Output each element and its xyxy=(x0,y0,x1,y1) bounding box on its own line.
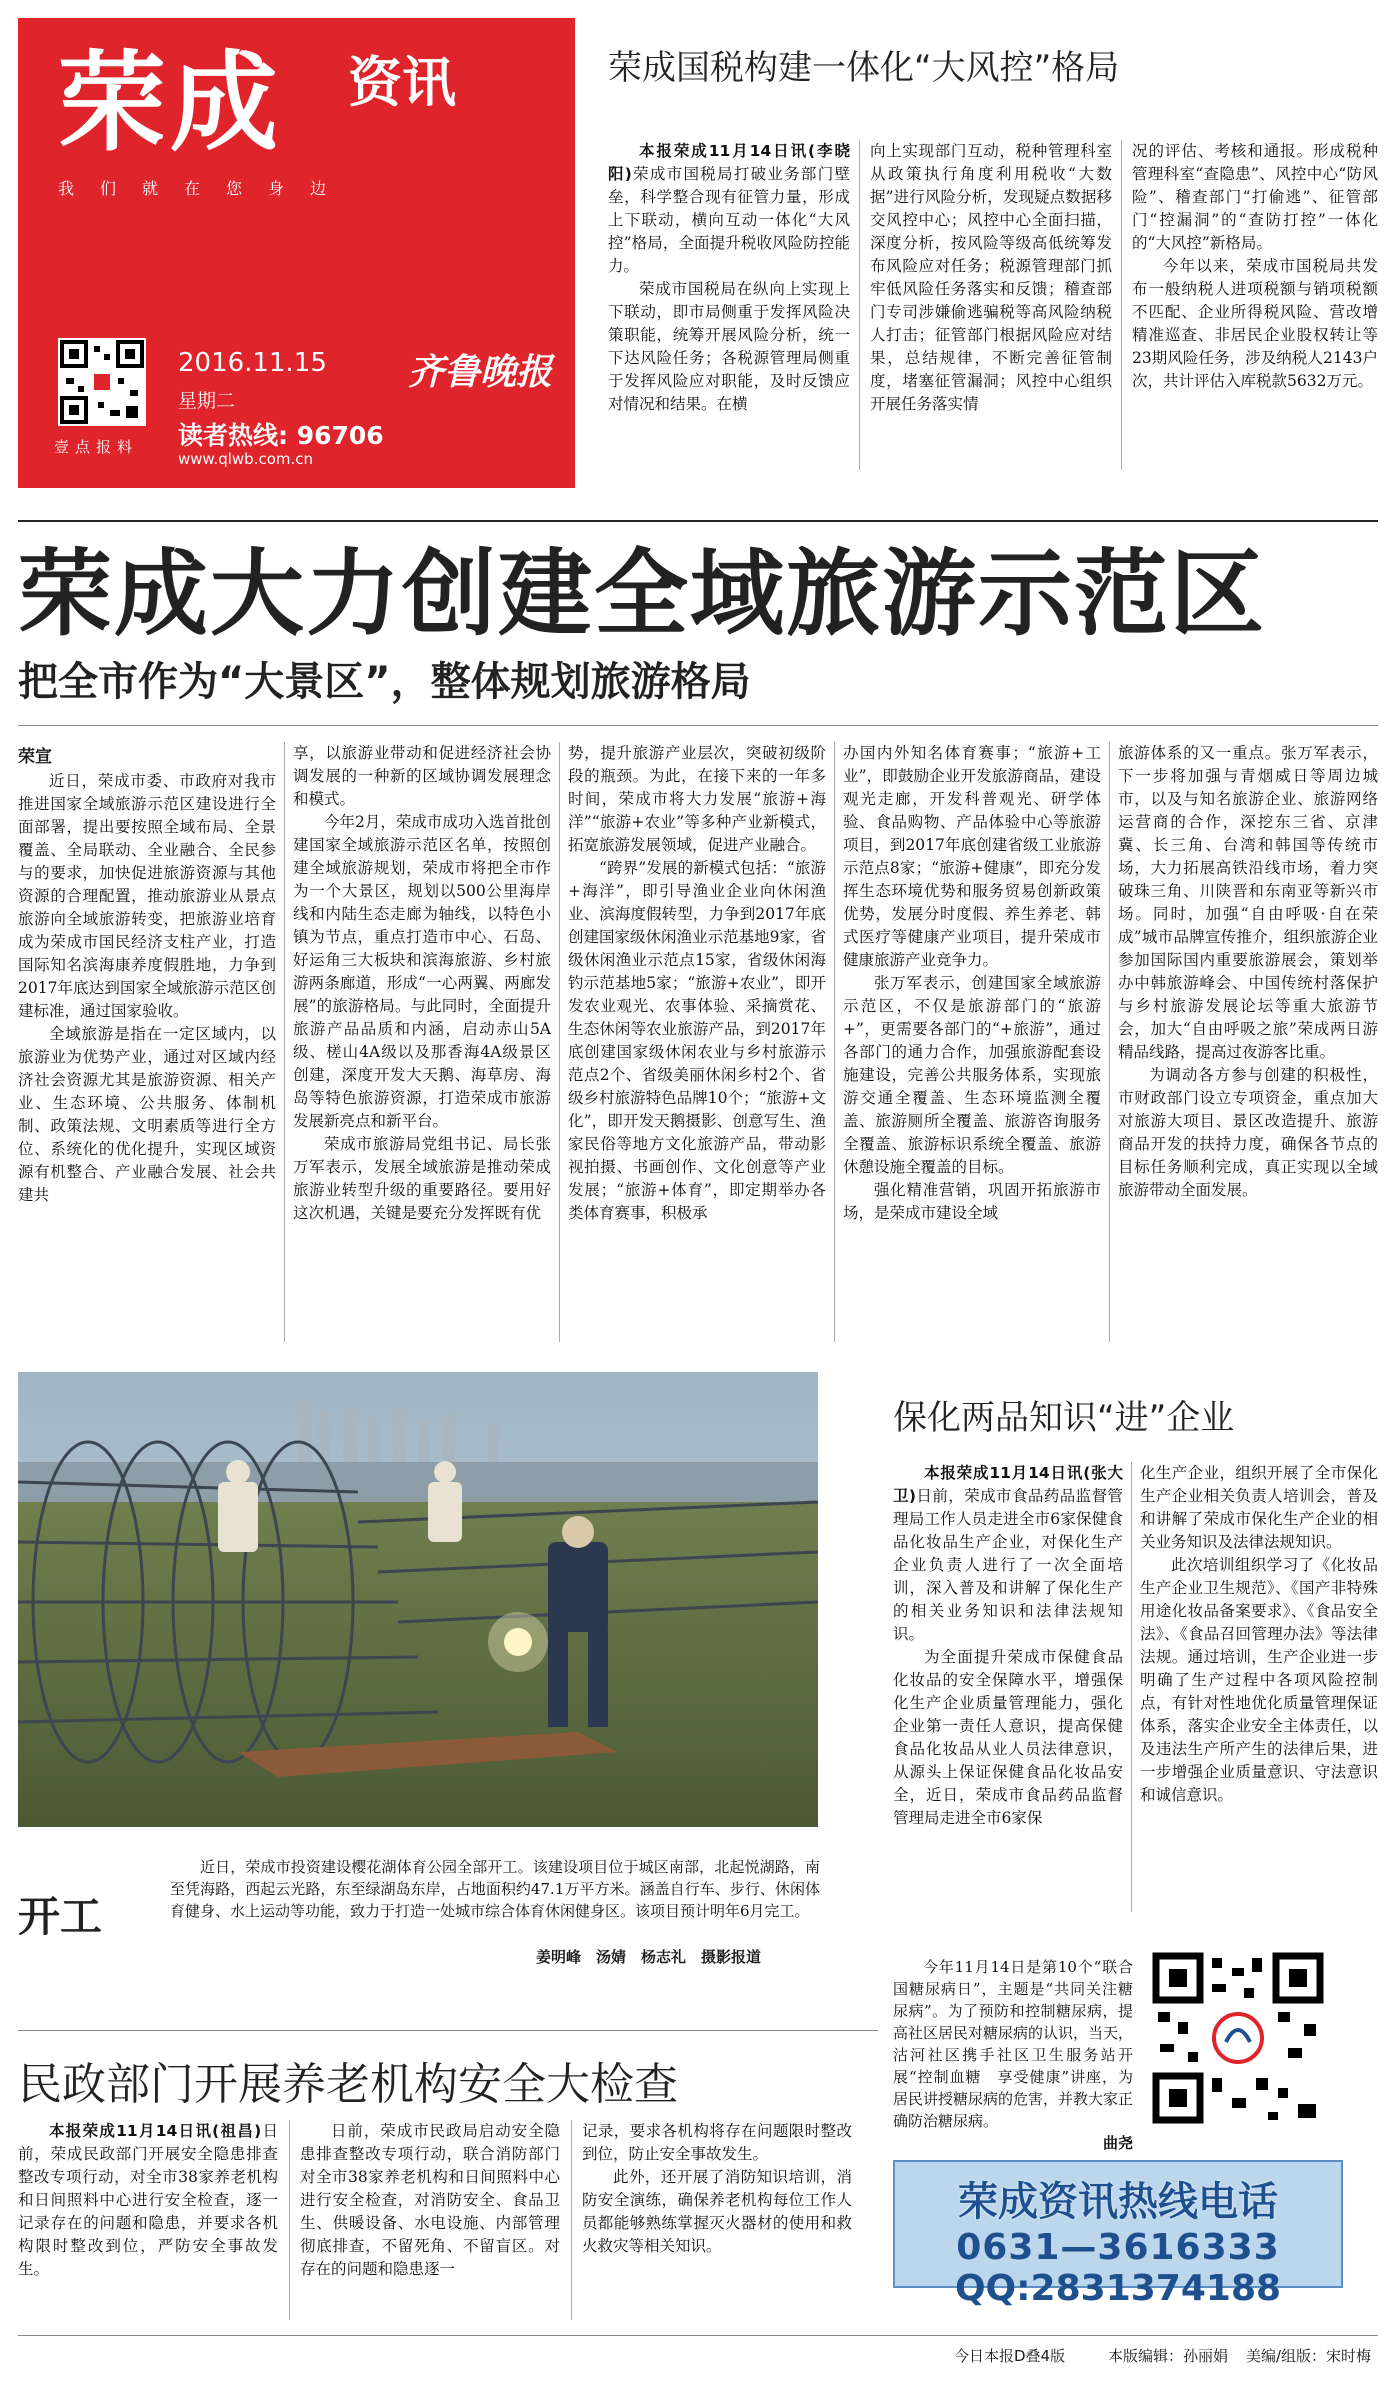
construction-photo xyxy=(18,1372,818,1827)
website-url: www.qlwb.com.cn xyxy=(178,450,313,468)
issue-weekday: 星期二 xyxy=(178,390,236,412)
elder-article-lead: 本报荣成11月14日讯(祖昌) xyxy=(49,2122,262,2140)
tax-article-col-2: 向上实现部门互动，税种管理科室从政策执行角度利用税收“大数据”进行风险分析，发现疑点数据移交风控中心；风控中心全面扫描，深度分析，按风险等级高低统筹发布风险应对任务；税源管理部门抓牢低风险任务落实和反馈；稽查部门专司涉嫌偷逃骗税等高风险纳税人打击；征管部门根据风险应对结果，总结规律，不断完善征管制度，堵塞征管漏洞；风控中心组织开展任务落实情 xyxy=(870,142,1112,413)
diabetes-note: 今年11月14日是第10个“联合国糖尿病日”，主题是“共同关注糖尿病”。为了预防和控制糖尿病，提高社区居民对糖尿病的认识，当天，沽河社区携手社区卫生服务站开展“控制血糖 享受健康”讲座，为居民讲授糖尿病的危害，并教大家正确防治糖尿病。 曲尧 xyxy=(893,1958,1133,2152)
tourism-col-5: 旅游体系的又一重点。张万军表示，下一步将加强与青烟威日等周边城市，以及与知名旅游企业、旅游网络运营商的合作，深挖东三省、京津冀、长三角、台湾和韩国等传统市场，大力拓展高铁沿线市场，着力突破珠三角、川陕晋和东南亚等新兴市场。同时，加强“自由呼吸·自在荣成”城市品牌宣传推介，组织旅游企业参加国际国内重要旅游展会，策划举办中韩旅游峰会、中国传统村落保护与乡村旅游发展论坛等重大旅游节会，加大“自由呼吸之旅”荣成两日游精品线路，提高过夜游客比重。 为调动各方参与创建的积极性，市财政部门设立专项资金，重点加大对旅游大项目、景区改造提升、旅游商品开发的扶持力度，确保各节点的目标任务顺利完成，真正实现以全域旅游带动全面发展。 xyxy=(1118,744,1378,1199)
hotline-banner-qq: QQ:2831374188 xyxy=(954,2268,1282,2309)
tax-article-col-3: 况的评估、考核和通报。形成税种管理科室“查隐患”、风控中心“防风险”、稽查部门“打偷逃”、征管部门“控漏洞”的“查防打控”一体化的“大风控”新格局。 今年以来，荣成市国税局共发布一般纳税人进项税额与销项税额不匹配、企业所得税风险、营改增精准巡查、非居民企业股权转让等23期风险任务，涉及纳税人2143户次，共计评估入库税款5632万元。 xyxy=(1132,142,1378,390)
elder-article-title: 民政部门开展养老机构安全大检查 xyxy=(18,2059,678,2110)
tax-article-col-1: 本报荣成11月14日讯(李晓阳)荣成市国税局打破业务部门壁垒，科学整合现有征管力量，形成上下联动，横向互动一体化“大风控”格局，全面提升税收风险防控能力。 荣成市国税局在纵向上实现上下联动，即市局侧重于发挥风险决策职能，统筹开展风险分析，统一下达风险任务；各税源管理局侧重于发挥风险应对职能，及时反馈应对情况和结果。在横 xyxy=(608,142,850,413)
tax-article-title: 荣成国税构建一体化“大风控”格局 xyxy=(608,48,1120,88)
tourism-byline: 荣宣 xyxy=(18,747,52,767)
footer-edition: 今日本报D叠4版 xyxy=(954,2347,1066,2365)
footer-designer: 美编/组版：宋时梅 xyxy=(1246,2347,1372,2365)
masthead-logo: 荣成 xyxy=(58,41,283,166)
masthead-slogan: 我们就在您身边 xyxy=(58,179,353,198)
tourism-col-3: 势，提升旅游产业层次，突破初级阶段的瓶颈。为此，在接下来的一年多时间，荣成市将大力发展“旅游+海洋”“旅游+农业”等多种产业新模式，拓宽旅游发展领域，促进产业融合。 “跨界”发展的新模式包括：“旅游+海洋”，即引导渔业企业向休闲渔业、滨海度假转型，力争到2017年底创建国家级休闲渔业示范基地9家，省级休闲渔业示范点15家，省级休闲海钓示范基地5家；“旅游+农业”，即开发农业观光、农事体验、采摘赏花、生态休闲等农业旅游产品，到2017年底创建国家级休闲农业与乡村旅游示范点2个、省级美丽休闲乡村2个、省级乡村旅游特色品牌10个；“旅游+文化”，即开发天鹅摄影、创意写生、渔家民俗等地方文化旅游产品，带动影视拍摄、书画创作、文化创意等产业发展；“旅游+体育”，即定期举办各类体育赛事，积极承 xyxy=(568,744,826,1222)
qr-code-icon xyxy=(58,338,146,426)
hotline-banner-title: 荣成资讯热线电话 xyxy=(958,2179,1278,2225)
footer-editor: 本版编辑：孙丽娟 xyxy=(1108,2347,1229,2365)
diabetes-note-author: 曲尧 xyxy=(1102,2134,1133,2152)
elder-col-3: 记录，要求各机构将存在问题限时整改到位，防止安全事故发生。 此外，还开展了消防知识培训，消防安全演练，确保养老机构每位工作人员都能够熟练掌握灭火器材的使用和救火救灾等相关知识。 xyxy=(582,2122,852,2255)
hotline-banner xyxy=(893,2160,1343,2309)
photo-caption: 近日，荣成市投资建设樱花湖体育公园全部开工。该建设项目位于城区南部，北起悦湖路，南至凭海路，西起云光路，东至绿湖岛东岸，占地面积约47.1万平方米。涵盖自行车、步行、休闲体育健身、水上运动等功能，致力于打造一处城市综合体育休闲健身区。该项目预计明年6月完工。 xyxy=(170,1858,820,1920)
tax-article-lead: 本报荣成11月14日讯(李晓阳) xyxy=(608,142,850,183)
masthead-logo-sub: 资讯 xyxy=(348,51,456,114)
elder-col-2: 日前，荣成市民政局启动安全隐患排查整改专项行动，联合消防部门对全市38家养老机构和日间照料中心进行安全检查，对消防安全、食品卫生、供暖设备、水电设施、内部管理彻底排查，不留死角、不留盲区。对存在的问题和隐患逐一 xyxy=(300,2122,560,2278)
tourism-col-1: 近日，荣成市委、市政府对我市推进国家全域旅游示范区建设进行全面部署，提出要按照全域布局、全景覆盖、全局联动、全业融合、全民参与的要求，加快促进旅游资源与其他资源的合理配置，推动旅游业从景点旅游向全域旅游转变，把旅游业培育成为荣成市国民经济支柱产业，打造国际知名滨海康养度假胜地，力争到2017年底达到国家全域旅游示范区创建标准，通过国家验收。 全域旅游是指在一定区域内，以旅游业为优势产业，通过对区域内经济社会资源尤其是旅游资源、相关产业、生态环境、公共服务、体制机制、政策法规、文明素质等进行全方位、系统化的优化提升，实现区域资源有机整合、产业融合发展、社会共建共 xyxy=(18,772,276,1204)
health-col-1: 本报荣成11月14日讯(张大卫)日前，荣成市食品药品监督管理局工作人员走进全市6家保健食品化妆品生产企业，对保化生产企业负责人进行了一次全面培训，深入普及和讲解了保化生产的相关业务知识和法律法规知识。 为全面提升荣成市保健食品化妆品的安全保障水平，增强保化生产企业质量管理能力，强化企业第一责任人意识，提高保健食品化妆品从业人员法律意识，从源头上保证保健食品化妆品安全，近日，荣成市食品药品监督管理局走进全市6家保 xyxy=(893,1464,1123,1827)
newspaper-brand: 齐鲁晚报 xyxy=(408,351,553,393)
hotline-banner-phone: 0631—3616333 xyxy=(956,2227,1280,2268)
qr-code-icon xyxy=(1148,1948,1328,2128)
photo-credit: 姜明峰 汤婧 杨志礼 摄影报道 xyxy=(536,1948,762,1966)
tourism-article-subtitle: 把全市作为“大景区”，整体规划旅游格局 xyxy=(18,659,751,705)
health-col-2: 化生产企业，组织开展了全市保化生产企业相关负责人培训会，普及和讲解了荣成市保化生产企业的相关业务知识及法律法规知识。 此次培训组织学习了《化妆品生产企业卫生规范》、《国产非特殊用途化妆品备案要求》、《食品安全法》、《食品召回管理办法》等法律法规。通过培训，生产企业进一步明确了生产过程中各项风险控制点，有针对性地优化质量管理保证体系，落实企业安全主体责任，以及违法生产所产生的法律后果，进一步增强企业质量意识、守法意识和诚信意识。 xyxy=(1140,1464,1378,1804)
masthead xyxy=(18,18,575,488)
tourism-col-4: 办国内外知名体育赛事；“旅游+工业”，即鼓励企业开发旅游商品，建设观光走廊，开发科普观光、研学体验、食品购物、产品体验中心等旅游项目，到2017年底创建省级工业旅游示范点8家；“旅游+健康”，即充分发挥生态环境优势和服务贸易创新政策优势，发展分时度假、养生养老、韩式医疗等健康产业项目，提升荣成市健康旅游产业竞争力。 张万军表示，创建国家全域旅游示范区，不仅是旅游部门的“旅游+”，更需要各部门的“+旅游”，通过各部门的通力合作，加强旅游配套设施建设，完善公共服务体系，实现旅游交通全覆盖、生态环境监测全覆盖、旅游厕所全覆盖、旅游咨询服务全覆盖、旅游标识系统全覆盖、旅游休憩设施全覆盖的目标。 强化精准营销，巩固开拓旅游市场，是荣成市建设全域 xyxy=(843,744,1101,1222)
photo-caption-head: 开工 xyxy=(18,1892,103,1941)
qr-caption: 壹点报料 xyxy=(54,438,139,456)
health-article-lead: 本报荣成11月14日讯(张大卫) xyxy=(893,1464,1123,1505)
issue-date: 2016.11.15 xyxy=(178,348,327,378)
tourism-col-2: 享，以旅游业带动和促进经济社会协调发展的一种新的区域协调发展理念和模式。 今年2月，荣成市成功入选首批创建国家全域旅游示范区名单，按照创建全域旅游规划，荣成市将把全市作为一个大景区，规划以500公里海岸线和内陆生态走廊为轴线，以特色小镇为节点，重点打造市中心、石岛、好运角三大板块和滨海旅游、乡村旅游两条廊道，形成“一心两翼、两廊发展”的旅游格局。与此同时，全面提升旅游产品品质和内涵，启动赤山5A级、槎山4A级以及那香海4A级景区创建，深度开发大天鹅、海草房、海岛等特色旅游资源，打造荣成市旅游发展新亮点和新平台。 荣成市旅游局党组书记、局长张万军表示，发展全域旅游是推动荣成旅游业转型升级的重要路径。要用好这次机遇，关键是要充分发挥既有优 xyxy=(293,744,551,1222)
tourism-article-title: 荣成大力创建全域旅游示范区 xyxy=(18,540,1267,649)
health-article-title: 保化两品知识“进”企业 xyxy=(893,1398,1235,1438)
elder-col-1: 本报荣成11月14日讯(祖昌)日前，荣成民政部门开展安全隐患排查整改专项行动，对全市38家养老机构和日间照料中心进行安全检查，逐一记录存在的问题和隐患，并要求各机构限时整改到位，严防安全事故发生。 xyxy=(18,2122,278,2278)
reader-hotline: 读者热线: 96706 xyxy=(178,421,384,450)
